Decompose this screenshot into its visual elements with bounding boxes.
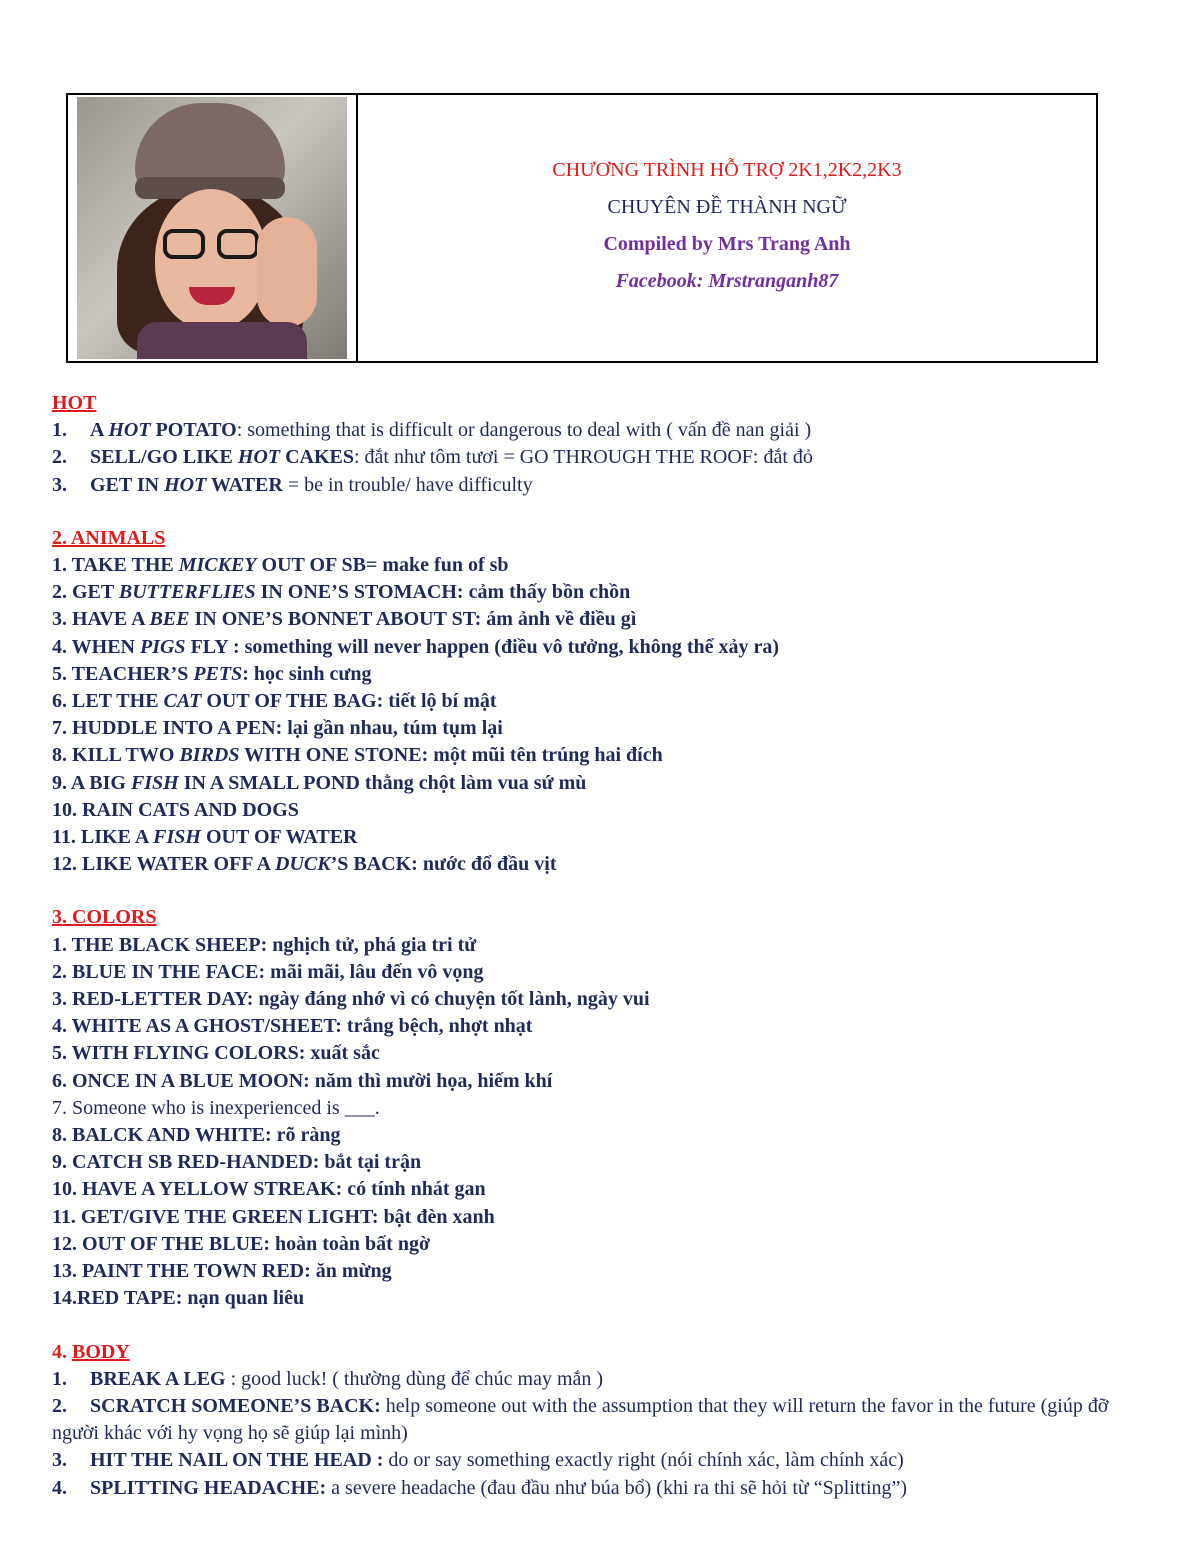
item-number: 3. (52, 1449, 67, 1472)
section-number: 4. (52, 1340, 72, 1363)
section-heading: 3. COLORS (52, 906, 157, 929)
section-colors (52, 904, 1152, 931)
idiom-term: WITH ONE STONE: một mũi tên trúng hai đích (239, 744, 663, 767)
list-item (52, 417, 1152, 444)
program-title: CHƯƠNG TRÌNH HỖ TRỢ 2K1,2K2,2K3 (552, 159, 902, 181)
list-item (52, 606, 1152, 633)
idiom-term: WATER (206, 473, 283, 496)
item-number: 11. (52, 826, 81, 849)
idiom-term: TEACHER’S (71, 662, 194, 685)
item-number: 10. (52, 798, 82, 821)
item-number: 12. (52, 853, 82, 876)
idiom-keyword: BUTTERFLIES (118, 581, 256, 604)
idiom-definition: = be in trouble/ have difficulty (282, 473, 533, 496)
idiom-term: ’S BACK: nước đổ đầu vịt (330, 853, 557, 876)
item-number: 6. (52, 690, 72, 713)
item-number: 4. (52, 1476, 67, 1499)
idiom-term: HUDDLE INTO A PEN: lại gần nhau, túm tụm lại (72, 717, 503, 740)
item-number: 1. (52, 1367, 67, 1390)
list-item (52, 797, 1152, 824)
item-number: 3. (52, 608, 72, 631)
idiom-term: RAIN CATS AND DOGS (82, 798, 299, 821)
list-item (52, 742, 1152, 769)
list-item (52, 824, 1152, 851)
photo-cell (68, 95, 358, 361)
list-item (52, 688, 1152, 715)
idiom-term: TAKE THE (71, 554, 179, 577)
compiled-by: Compiled by Mrs Trang Anh (603, 233, 851, 255)
list-item: 13. PAINT THE TOWN RED: ăn mừng (52, 1260, 392, 1283)
idiom-keyword: FISH (153, 826, 201, 849)
list-item (52, 1366, 1152, 1393)
list-item: 10. HAVE A YELLOW STREAK: có tính nhát gan (52, 1178, 486, 1201)
list-item: 4. WHITE AS A GHOST/SHEET: trắng bệch, nhợt nhạt (52, 1015, 533, 1038)
author-photo (77, 97, 347, 359)
idiom-term: GET IN (90, 473, 165, 496)
item-number: 9. (52, 771, 71, 794)
idiom-keyword: PETS (193, 662, 243, 685)
header-box (66, 93, 1098, 363)
section-heading: HOT (52, 392, 97, 414)
item-number: 5. (52, 662, 72, 685)
idiom-keyword: DUCK (275, 853, 331, 876)
list-item: 6. ONCE IN A BLUE MOON: năm thì mười họa, hiếm khí (52, 1069, 553, 1092)
item-number: 2. (52, 581, 72, 604)
idiom-term: LIKE A (80, 826, 154, 849)
section-hot (52, 390, 1152, 417)
item-number: 2. (52, 446, 67, 469)
idiom-definition: : something that is difficult or dangerous to deal with ( vấn đề nan giải ) (236, 419, 812, 442)
section-animals (52, 525, 1152, 552)
item-number: 3. (52, 473, 67, 496)
item-number: 4. (52, 635, 72, 658)
idiom-keyword: FISH (130, 771, 179, 794)
idiom-term: : học sinh cưng (242, 662, 372, 685)
list-item (52, 1475, 1152, 1502)
idiom-term: POTATO (150, 419, 237, 442)
idiom-term: BREAK A LEG (90, 1367, 226, 1390)
idiom-term: IN ONE’S BONNET ABOUT ST: ám ảnh về điều gì (189, 608, 637, 631)
list-item: 2. BLUE IN THE FACE: mãi mãi, lâu đến vô vọng (52, 960, 484, 983)
idiom-term: FLY : something will never happen (điều vô tưởng, không thể xảy ra) (185, 635, 780, 658)
list-item (52, 661, 1152, 688)
list-item: 1. THE BLACK SHEEP: nghịch tử, phá gia tri tử (52, 933, 477, 956)
document-content (52, 390, 1152, 1502)
list-item: 3. RED-LETTER DAY: ngày đáng nhớ vì có chuyện tốt lành, ngày vui (52, 988, 650, 1011)
list-item: 11. GET/GIVE THE GREEN LIGHT: bật đèn xanh (52, 1205, 495, 1228)
list-item: 7. Someone who is inexperienced is ___. (52, 1096, 380, 1119)
item-number: 1. (52, 419, 67, 442)
idiom-term: HIT THE NAIL ON THE HEAD : (90, 1449, 384, 1472)
hot-list (52, 417, 1152, 499)
idiom-keyword: HOT (164, 473, 207, 496)
list-item (52, 1447, 1152, 1474)
section-heading: BODY (72, 1340, 130, 1363)
list-item (52, 1393, 1152, 1447)
list-item (52, 444, 1152, 471)
facebook-handle: Facebook: Mrstranganh87 (615, 270, 839, 292)
idiom-definition: : good luck! ( thường dùng để chúc may mắn ) (225, 1367, 604, 1390)
section-body (52, 1339, 1152, 1366)
list-item (52, 472, 1152, 499)
body-list (52, 1366, 1152, 1502)
idiom-definition: do or say something exactly right (nói chính xác, làm chính xác) (383, 1449, 904, 1472)
idiom-keyword: CAT (163, 690, 202, 713)
title-cell (358, 95, 1096, 361)
idiom-term: KILL TWO (72, 744, 180, 767)
idiom-term: SPLITTING HEADACHE: (90, 1476, 327, 1499)
idiom-keyword: MICKEY (178, 554, 257, 577)
idiom-term: OUT OF THE BAG: tiết lộ bí mật (201, 690, 497, 713)
list-item (52, 552, 1152, 579)
idiom-term: CAKES (280, 446, 354, 469)
list-item (52, 715, 1152, 742)
idiom-term: LET THE (72, 690, 164, 713)
colors-list (52, 932, 1152, 1313)
item-number: 2. (52, 1394, 67, 1417)
list-item: 12. OUT OF THE BLUE: hoàn toàn bất ngờ (52, 1232, 431, 1255)
list-item: 9. CATCH SB RED-HANDED: bắt tại trận (52, 1151, 422, 1174)
idiom-term: IN A SMALL POND thằng chột làm vua sứ mù (178, 771, 587, 794)
item-number: 1. (52, 554, 72, 577)
idiom-term: SCRATCH SOMEONE’S BACK: (90, 1394, 381, 1417)
idiom-definition: help someone out with the assumption that they will return the favor in the future (giúp đỡ người khác với hy vọng họ sẽ giúp lại mình) (52, 1394, 1109, 1445)
idiom-keyword: BEE (149, 608, 190, 631)
idiom-keyword: HOT (108, 419, 151, 442)
idiom-definition: a severe headache (đau đầu như búa bổ) (khi ra thi sẽ hỏi từ “Splitting”) (326, 1476, 908, 1499)
animals-list (52, 552, 1152, 878)
list-item (52, 770, 1152, 797)
item-number: 8. (52, 744, 72, 767)
idiom-keyword: PIGS (139, 635, 186, 658)
list-item: 14.RED TAPE: nạn quan liêu (52, 1287, 305, 1310)
idiom-term: WHEN (71, 635, 140, 658)
idiom-keyword: BIRDS (179, 744, 240, 767)
idiom-term: LIKE WATER OFF A (82, 853, 276, 876)
idiom-term: OUT OF SB= make fun of sb (256, 554, 509, 577)
list-item (52, 634, 1152, 661)
list-item (52, 579, 1152, 606)
topic-title: CHUYÊN ĐỀ THÀNH NGỮ (607, 196, 847, 218)
idiom-term: A BIG (70, 771, 131, 794)
idiom-definition: : đắt như tôm tươi = GO THROUGH THE ROOF: đắt đỏ (353, 446, 813, 469)
section-heading: 2. ANIMALS (52, 526, 166, 549)
item-number: 7. (52, 717, 72, 740)
list-item (52, 851, 1152, 878)
idiom-term: A (90, 419, 109, 442)
idiom-term: HAVE A (72, 608, 150, 631)
list-item: 5. WITH FLYING COLORS: xuất sắc (52, 1042, 380, 1065)
idiom-term: OUT OF WATER (200, 826, 358, 849)
idiom-term: GET (72, 581, 119, 604)
idiom-keyword: HOT (237, 446, 281, 469)
idiom-term: IN ONE’S STOMACH: cảm thấy bồn chồn (255, 581, 631, 604)
list-item: 8. BALCK AND WHITE: rõ ràng (52, 1124, 341, 1147)
idiom-term: SELL/GO LIKE (90, 446, 238, 469)
